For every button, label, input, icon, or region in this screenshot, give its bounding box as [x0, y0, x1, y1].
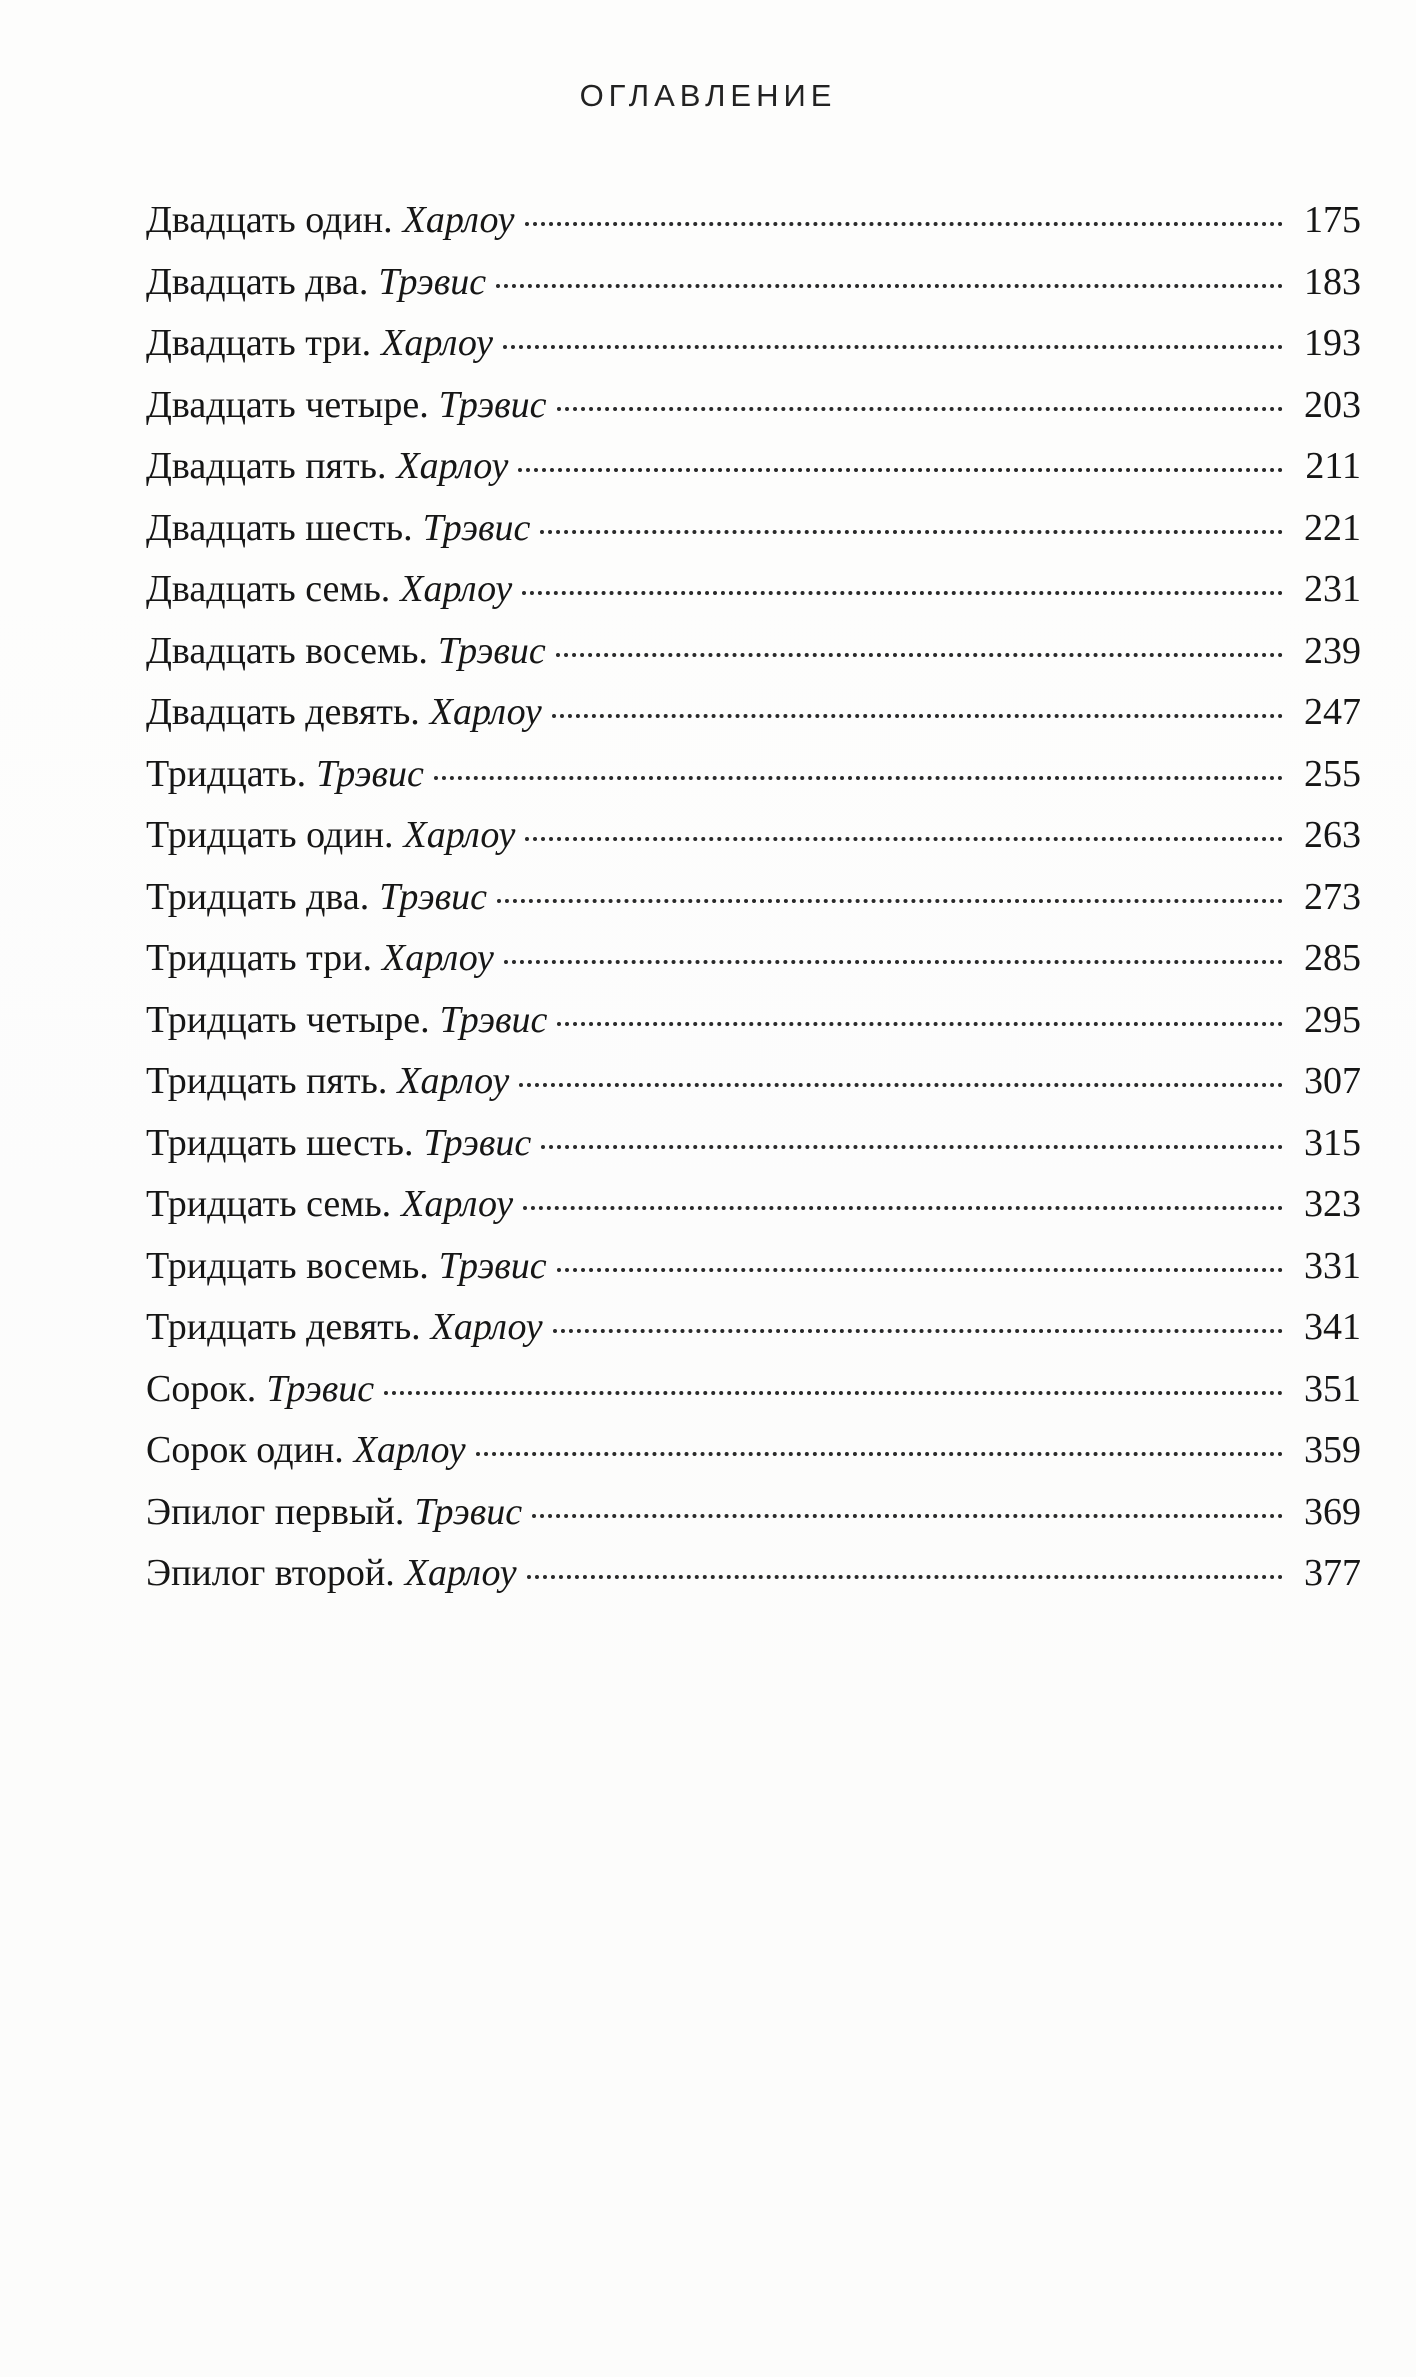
toc-entry-title: Тридцать восемь. — [146, 1244, 429, 1287]
toc-entry — [146, 744, 1361, 806]
toc-entry-page-number: 247 — [1304, 691, 1361, 733]
dot-leader — [384, 1390, 1283, 1395]
toc-entry-title: Двадцать девять. — [146, 691, 420, 733]
toc-entry — [146, 1236, 1361, 1298]
toc-entry-page-number: 341 — [1304, 1306, 1361, 1348]
toc-entry-page-number: 307 — [1304, 1060, 1361, 1102]
dot-leader — [497, 898, 1283, 903]
toc-entry — [146, 928, 1361, 990]
toc-entry — [146, 559, 1361, 621]
toc-entry-title: Двадцать пять. — [146, 445, 387, 487]
table-of-contents — [146, 190, 1361, 1605]
toc-entry — [146, 805, 1361, 867]
dot-leader — [557, 406, 1283, 411]
toc-entry-page-number: 263 — [1304, 814, 1361, 856]
toc-entry — [146, 313, 1361, 375]
toc-entry — [146, 1113, 1361, 1175]
toc-entry-title: Двадцать восемь. — [146, 629, 428, 672]
dot-leader — [434, 775, 1283, 780]
toc-entry-narrator: Харлоу — [403, 814, 516, 856]
toc-entry-page-number: 211 — [1305, 445, 1361, 487]
toc-entry-page-number: 295 — [1304, 998, 1361, 1041]
dot-leader — [532, 1513, 1283, 1518]
toc-entry-title: Тридцать один. — [146, 814, 394, 856]
toc-entry — [146, 1420, 1361, 1482]
toc-entry-narrator: Харлоу — [397, 1060, 510, 1102]
toc-entry-title: Двадцать семь. — [146, 568, 391, 610]
toc-entry-page-number: 231 — [1304, 568, 1361, 610]
toc-entry — [146, 990, 1361, 1052]
toc-entry-title: Тридцать пять. — [146, 1060, 388, 1102]
toc-entry-narrator: Трэвис — [437, 629, 546, 672]
toc-entry-title: Сорок один. — [146, 1429, 344, 1471]
toc-entry — [146, 190, 1361, 252]
toc-entry-narrator: Трэвис — [378, 260, 487, 303]
toc-entry-title: Двадцать три. — [146, 322, 372, 364]
toc-entry-title: Эпилог первый. — [146, 1490, 405, 1533]
dot-leader — [553, 1328, 1283, 1333]
toc-entry-page-number: 331 — [1304, 1244, 1361, 1287]
toc-entry-narrator: Трэвис — [414, 1490, 523, 1533]
toc-entry — [146, 252, 1361, 314]
toc-entry-title: Двадцать два. — [146, 260, 369, 303]
toc-entry-page-number: 239 — [1304, 629, 1361, 672]
toc-entry — [146, 1543, 1361, 1605]
toc-entry — [146, 682, 1361, 744]
toc-entry-narrator: Трэвис — [316, 752, 424, 795]
toc-entry — [146, 1359, 1361, 1421]
toc-entry-narrator: Харлоу — [430, 1306, 543, 1348]
dot-leader — [557, 1267, 1283, 1272]
toc-entry — [146, 1297, 1361, 1359]
toc-entry-narrator: Харлоу — [429, 691, 542, 733]
dot-leader — [525, 836, 1283, 841]
toc-entry-narrator: Харлоу — [404, 1552, 517, 1594]
toc-entry — [146, 1174, 1361, 1236]
toc-entry-title: Тридцать два. — [146, 875, 370, 918]
toc-entry-narrator: Харлоу — [381, 322, 494, 364]
dot-leader — [552, 713, 1283, 718]
toc-entry-title: Тридцать четыре. — [146, 998, 430, 1041]
toc-entry-narrator: Трэвис — [438, 383, 547, 426]
toc-entry-title: Тридцать семь. — [146, 1183, 392, 1225]
toc-entry-page-number: 175 — [1304, 199, 1361, 241]
toc-entry-page-number: 377 — [1304, 1552, 1361, 1594]
toc-entry-title: Тридцать шесть. — [146, 1121, 414, 1164]
toc-entry-page-number: 315 — [1304, 1121, 1361, 1164]
dot-leader — [476, 1451, 1283, 1456]
toc-entry-title: Двадцать один. — [146, 199, 393, 241]
dot-leader — [527, 1574, 1283, 1579]
toc-entry-page-number: 323 — [1304, 1183, 1361, 1225]
toc-entry-narrator: Харлоу — [402, 199, 515, 241]
toc-entry-page-number: 255 — [1304, 752, 1361, 795]
dot-leader — [518, 467, 1283, 472]
toc-entry — [146, 1482, 1361, 1544]
toc-entry-title: Тридцать три. — [146, 937, 372, 979]
dot-leader — [556, 652, 1283, 657]
toc-entry — [146, 375, 1361, 437]
dot-leader — [540, 529, 1283, 534]
toc-entry-title: Тридцать. — [146, 752, 307, 795]
toc-entry-page-number: 221 — [1304, 506, 1361, 549]
toc-entry-title: Сорок. — [146, 1367, 257, 1410]
toc-entry-narrator: Харлоу — [353, 1429, 466, 1471]
toc-entry-page-number: 285 — [1304, 937, 1361, 979]
dot-leader — [503, 344, 1283, 349]
toc-entry-page-number: 183 — [1304, 260, 1361, 303]
dot-leader — [496, 283, 1283, 288]
dot-leader — [519, 1082, 1283, 1087]
page-title: ОГЛАВЛЕНИЕ — [579, 78, 837, 113]
toc-entry-page-number: 203 — [1304, 383, 1361, 426]
toc-entry-narrator: Трэвис — [266, 1367, 375, 1410]
toc-entry-narrator: Трэвис — [423, 1121, 532, 1164]
dot-leader — [504, 959, 1283, 964]
toc-entry-title: Двадцать шесть. — [146, 506, 413, 549]
toc-entry-page-number: 273 — [1304, 875, 1361, 918]
dot-leader — [541, 1144, 1283, 1149]
toc-entry-narrator: Харлоу — [396, 445, 509, 487]
toc-entry-page-number: 359 — [1304, 1429, 1361, 1471]
toc-entry — [146, 436, 1361, 498]
toc-entry — [146, 1051, 1361, 1113]
toc-entry — [146, 621, 1361, 683]
toc-entry-narrator: Трэвис — [439, 998, 548, 1041]
dot-leader — [522, 590, 1283, 595]
toc-entry — [146, 498, 1361, 560]
dot-leader — [525, 221, 1283, 226]
toc-entry — [146, 867, 1361, 929]
toc-entry-narrator: Харлоу — [400, 568, 513, 610]
toc-entry-narrator: Харлоу — [382, 937, 494, 979]
dot-leader — [523, 1205, 1283, 1210]
dot-leader — [557, 1021, 1283, 1026]
toc-entry-narrator: Трэвис — [379, 875, 488, 918]
toc-entry-title: Эпилог второй. — [146, 1552, 395, 1594]
toc-entry-narrator: Трэвис — [422, 506, 531, 549]
toc-entry-page-number: 351 — [1304, 1367, 1361, 1410]
toc-entry-page-number: 193 — [1304, 322, 1361, 364]
toc-entry-title: Тридцать девять. — [146, 1306, 421, 1348]
toc-entry-narrator: Трэвис — [438, 1244, 547, 1287]
toc-entry-narrator: Харлоу — [401, 1183, 514, 1225]
toc-entry-page-number: 369 — [1304, 1490, 1361, 1533]
toc-entry-title: Двадцать четыре. — [146, 383, 429, 426]
